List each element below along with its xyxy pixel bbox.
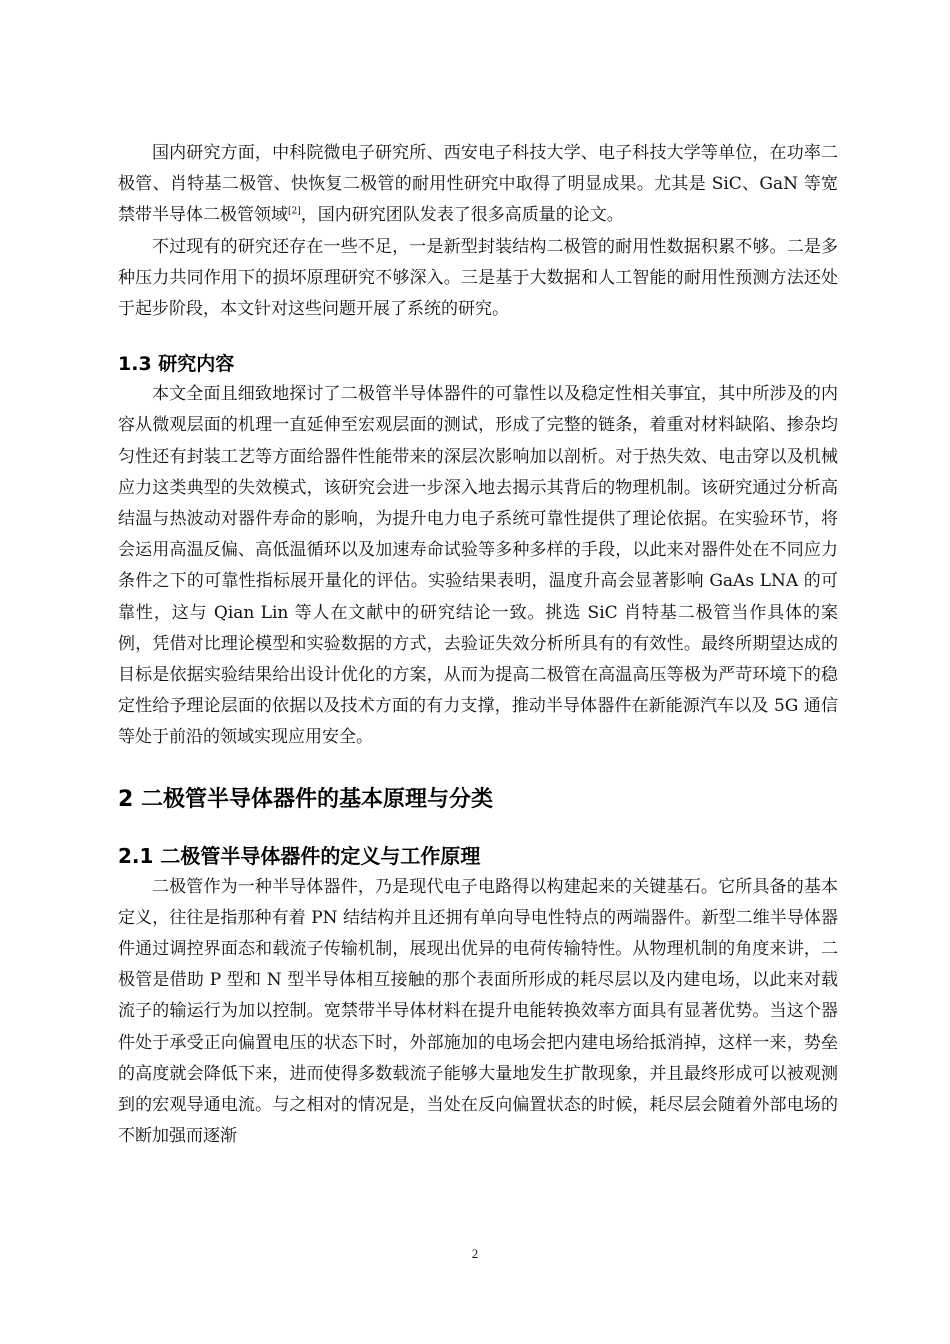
paragraph-text: 国内研究方面，中科院微电子研究所、西安电子科技大学、电子科技大学等单位，在功率二极管、肖特基二极管、快恢复二极管的耐用性研究中取得了明显成果。尤其是 SiC、GaN 等宽禁带半导体二极管领域 [118, 143, 838, 226]
section-heading-2-1: 2.1 二极管半导体器件的定义与工作原理 [118, 843, 481, 868]
page-body [118, 138, 838, 1152]
paragraph-text: ，国内研究团队发表了很多高质量的论文。 [300, 205, 624, 226]
chapter-heading-2: 2 二极管半导体器件的基本原理与分类 [118, 786, 493, 812]
citation-ref: [2] [288, 206, 301, 217]
paragraph-domestic-research [118, 138, 838, 232]
page-number: 2 [471, 1246, 479, 1261]
section-heading-1-3: 1.3 研究内容 [118, 353, 235, 376]
paragraph-research-content: 本文全面且细致地探讨了二极管半导体器件的可靠性以及稳定性相关事宜，其中所涉及的内容从微观层面的机理一直延伸至宏观层面的测试，形成了完整的链条，着重对材料缺陷、掺杂均匀性还有封装工艺等方面给器件性能带来的深层次影响加以剖析。对于热失效、电击穿以及机械应力这类典型的失效模式，该研究会进一步深入地去揭示其背后的物理机制。该研究通过分析高结温与热波动对器件寿命的影响，为提升电力电子系统可靠性提供了理论依据。在实验环节，将会运用高温反偏、高低温循环以及加速寿命试验等多种多样的手段，以此来对器件处在不同应力条件之下的可靠性指标展开量化的评估。实验结果表明，温度升高会显著影响 GaAs LNA 的可靠性，这与 Qian Lin 等人在文献中的研究结论一致。挑选 SiC 肖特基二极管当作具体的案例，凭借对比理论模型和实验数据的方式，去验证失效分析所具有的有效性。最终所期望达成的目标是依据实验结果给出设计优化的方案，从而为提高二极管在高温高压等极为严苛环境下的稳定性给予理论层面的依据以及技术方面的有力支撑，推动半导体器件在新能源汽车以及 5G 通信等处于前沿的领域实现应用安全。 [118, 384, 838, 748]
paragraph-research-gaps: 不过现有的研究还存在一些不足，一是新型封装结构二极管的耐用性数据积累不够。二是多种压力共同作用下的损坏原理研究不够深入。三是基于大数据和人工智能的耐用性预测方法还处于起步阶段，本文针对这些问题开展了系统的研究。 [118, 236, 838, 320]
paragraph-definition-principle: 二极管作为一种半导体器件，乃是现代电子电路得以构建起来的关键基石。它所具备的基本定义，往往是指那种有着 PN 结结构并且还拥有单向导电性特点的两端器件。新型二维半导体器件通过调控界面态和载流子传输机制，展现出优异的电荷传输特性。从物理机制的角度来讲，二极管是借助 P 型和 N 型半导体相互接触的那个表面所形成的耗尽层以及内建电场，以此来对载流子的输运行为加以控制。宽禁带半导体材料在提升电能转换效率方面具有显著优势。当这个器件处于承受正向偏置电压的状态下时，外部施加的电场会把内建电场给抵消掉，这样一来，势垒的高度就会降低下来，进而使得多数载流子能够大量地发生扩散现象，并且最终形成可以被观测到的宏观导通电流。与之相对的情况是，当处在反向偏置状态的时候，耗尽层会随着外部电场的不断加强而逐渐 [118, 876, 838, 1147]
